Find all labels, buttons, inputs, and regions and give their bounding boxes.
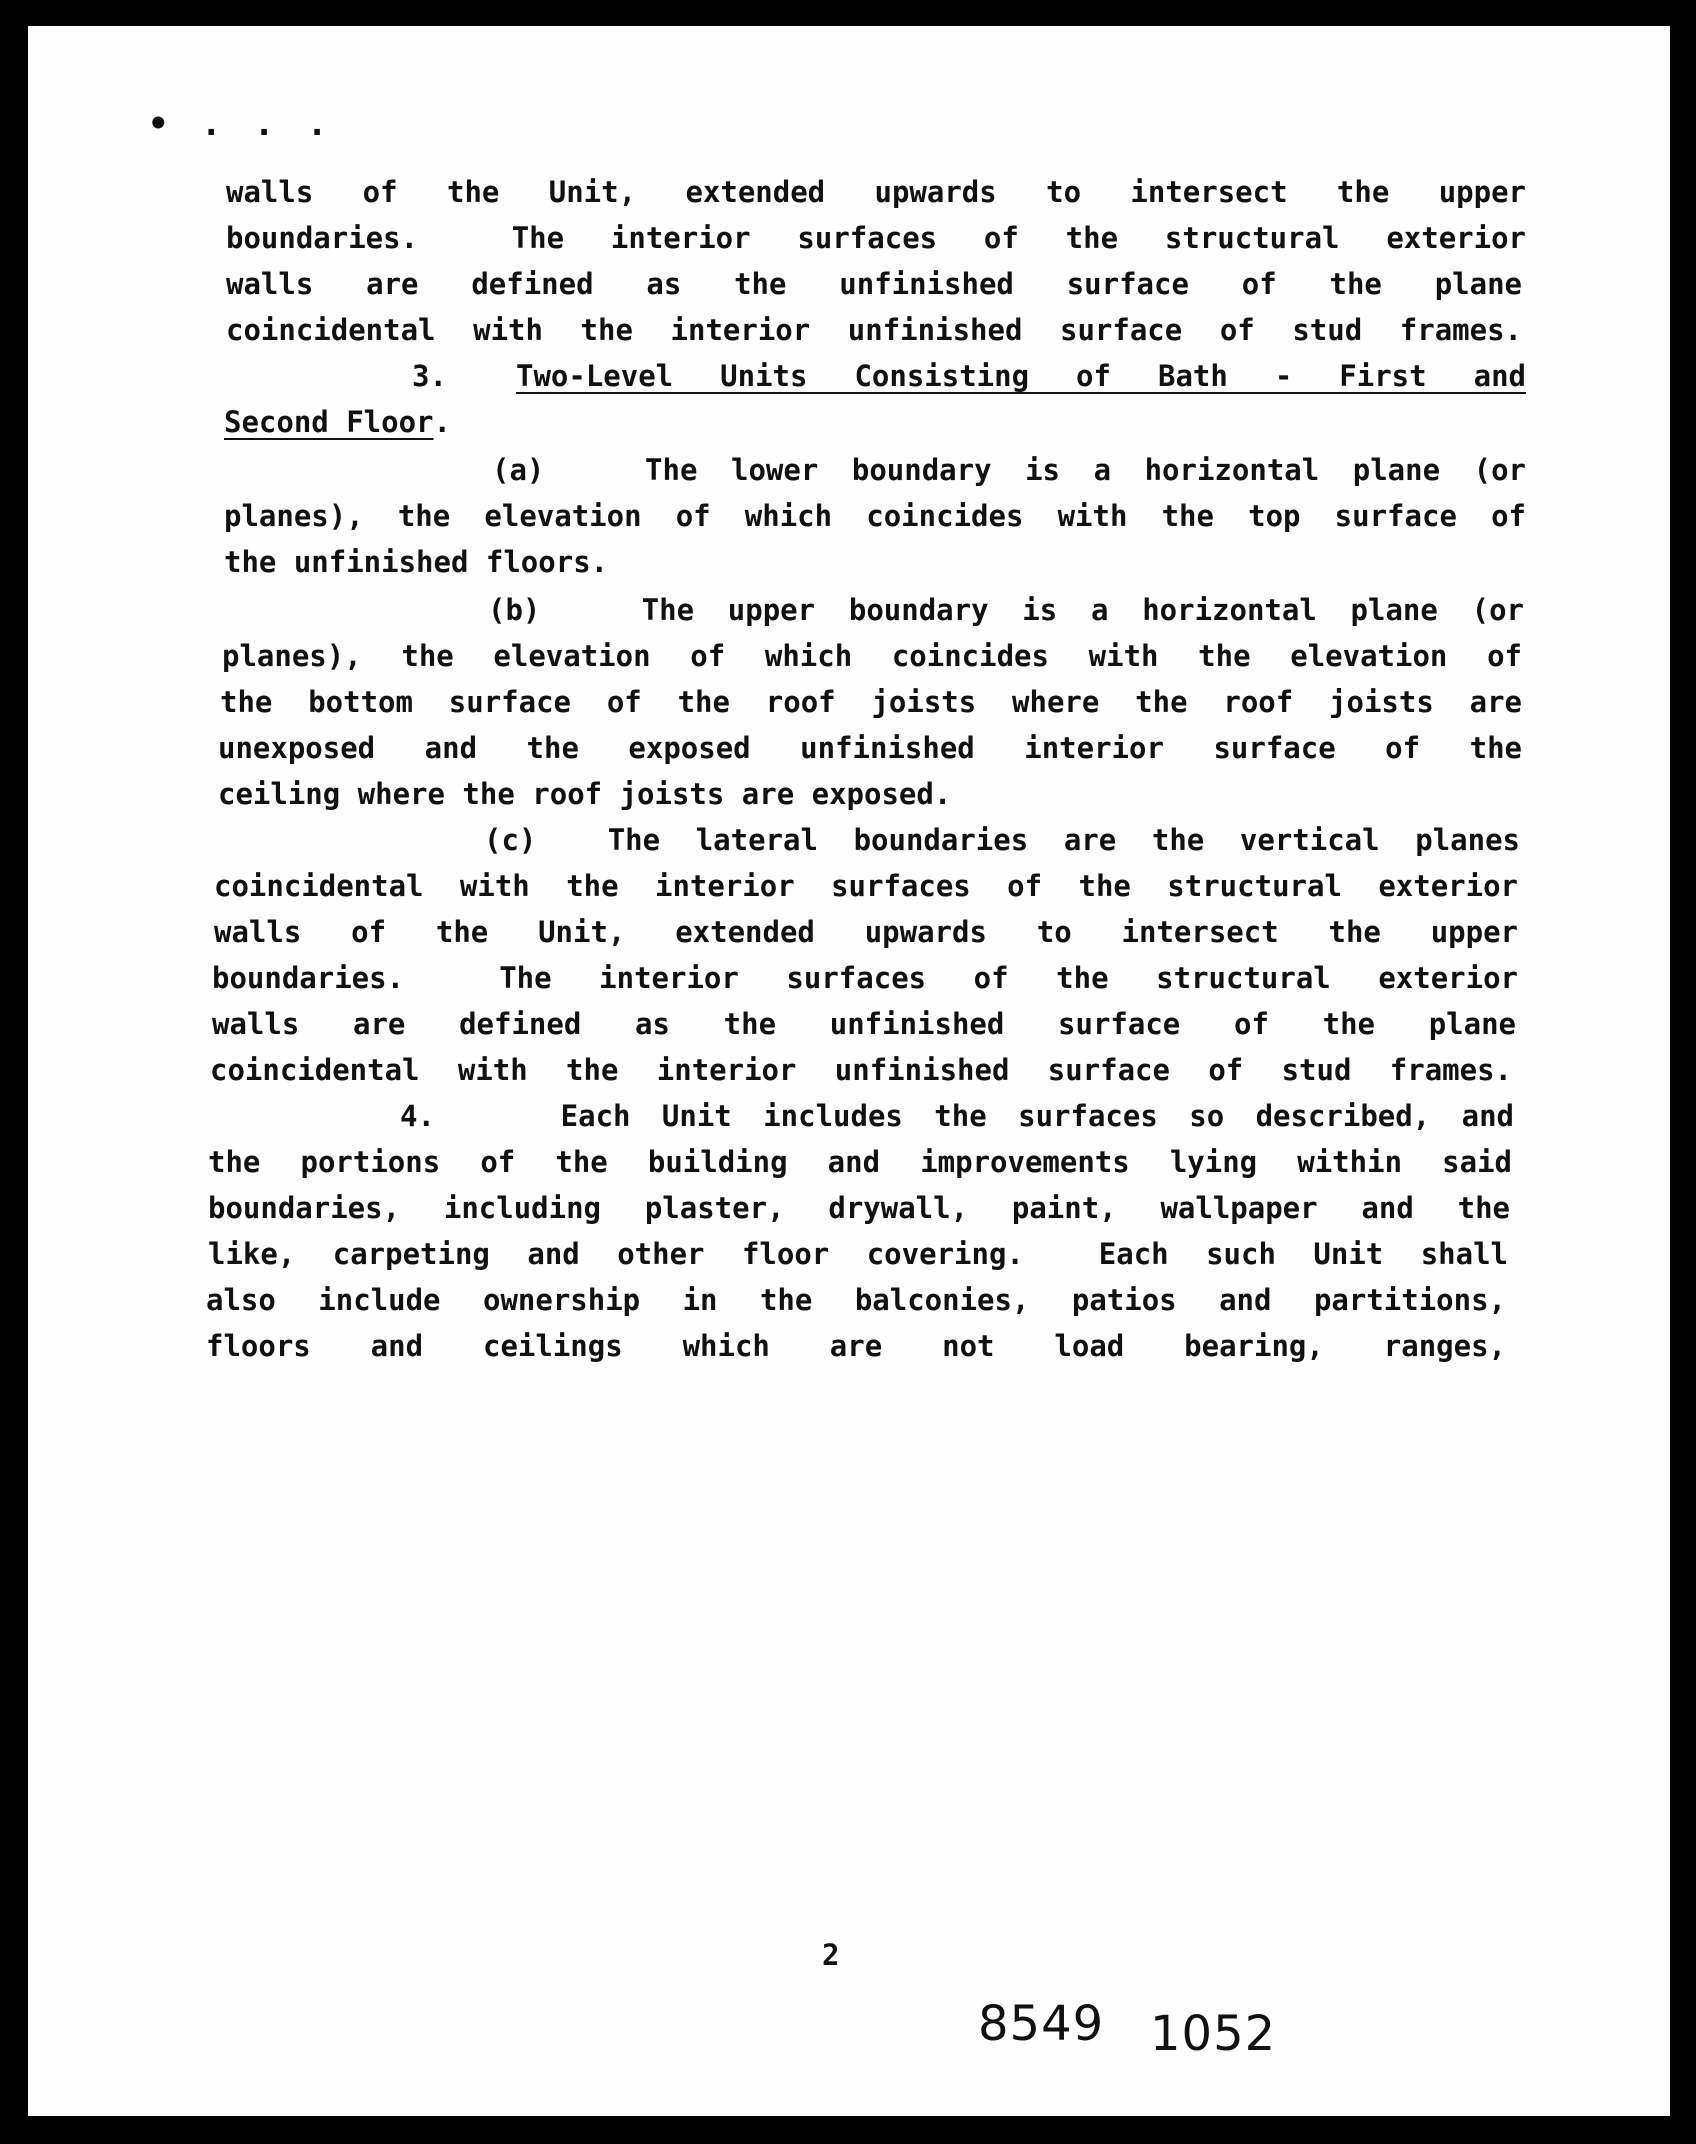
header-marks: • . . .	[148, 104, 334, 144]
text-line: walls are defined as the unfinished surface of the plane	[212, 1007, 1516, 1041]
text-line: the portions of the building and improvements lying within said	[208, 1145, 1512, 1179]
text-line: planes), the elevation of which coincides with the top surface of	[224, 499, 1526, 533]
text-line: coincidental with the interior unfinished surface of stud frames.	[210, 1053, 1512, 1087]
text-line: walls of the Unit, extended upwards to intersect the upper	[214, 915, 1518, 949]
section-heading-period: .	[433, 405, 451, 439]
document-page	[28, 26, 1670, 2116]
subsection-a-line: (a) The lower boundary is a horizontal plane (or	[492, 453, 1526, 487]
text-line: unexposed and the exposed unfinished interior surface of the	[218, 731, 1522, 765]
text-line: boundaries. The interior surfaces of the structural exterior	[226, 221, 1526, 255]
text-line: coincidental with the interior surfaces of the structural exterior	[214, 869, 1518, 903]
text-line: the bottom surface of the roof joists where the roof joists are	[220, 685, 1522, 719]
text-line: the unfinished floors.	[224, 545, 609, 579]
text-line: boundaries. The interior surfaces of the structural exterior	[212, 961, 1518, 995]
text-line: planes), the elevation of which coincides with the elevation of	[222, 639, 1522, 673]
text-line: ceiling where the roof joists are exposed.	[218, 777, 952, 811]
page-number: 2	[822, 1938, 840, 1972]
section-heading-continuation	[224, 405, 451, 439]
page-number-stamp: 1052	[1150, 2006, 1277, 2062]
text-line: floors and ceilings which are not load bearing, ranges,	[206, 1329, 1506, 1363]
section-heading: Two-Level Units Consisting of Bath - First and	[516, 359, 1526, 393]
book-number-stamp: 8549	[978, 1996, 1105, 2052]
subsection-b-line: (b) The upper boundary is a horizontal plane (or	[488, 593, 1524, 627]
text-line: boundaries, including plaster, drywall, paint, wallpaper and the	[208, 1191, 1510, 1225]
text-line: walls of the Unit, extended upwards to intersect the upper	[226, 175, 1526, 209]
text-line: coincidental with the interior unfinished surface of stud frames.	[226, 313, 1522, 347]
text-line: walls are defined as the unfinished surface of the plane	[226, 267, 1522, 301]
text-line: also include ownership in the balconies, patios and partitions,	[206, 1283, 1506, 1317]
section-number: 3.	[412, 359, 447, 393]
subsection-c-line: (c) The lateral boundaries are the vertical planes	[484, 823, 1520, 857]
section-heading-second-floor: Second Floor	[224, 405, 434, 439]
text-line: like, carpeting and other floor covering. Each such Unit shall	[208, 1237, 1508, 1271]
section-4-line: 4. Each Unit includes the surfaces so described, and	[400, 1099, 1514, 1133]
